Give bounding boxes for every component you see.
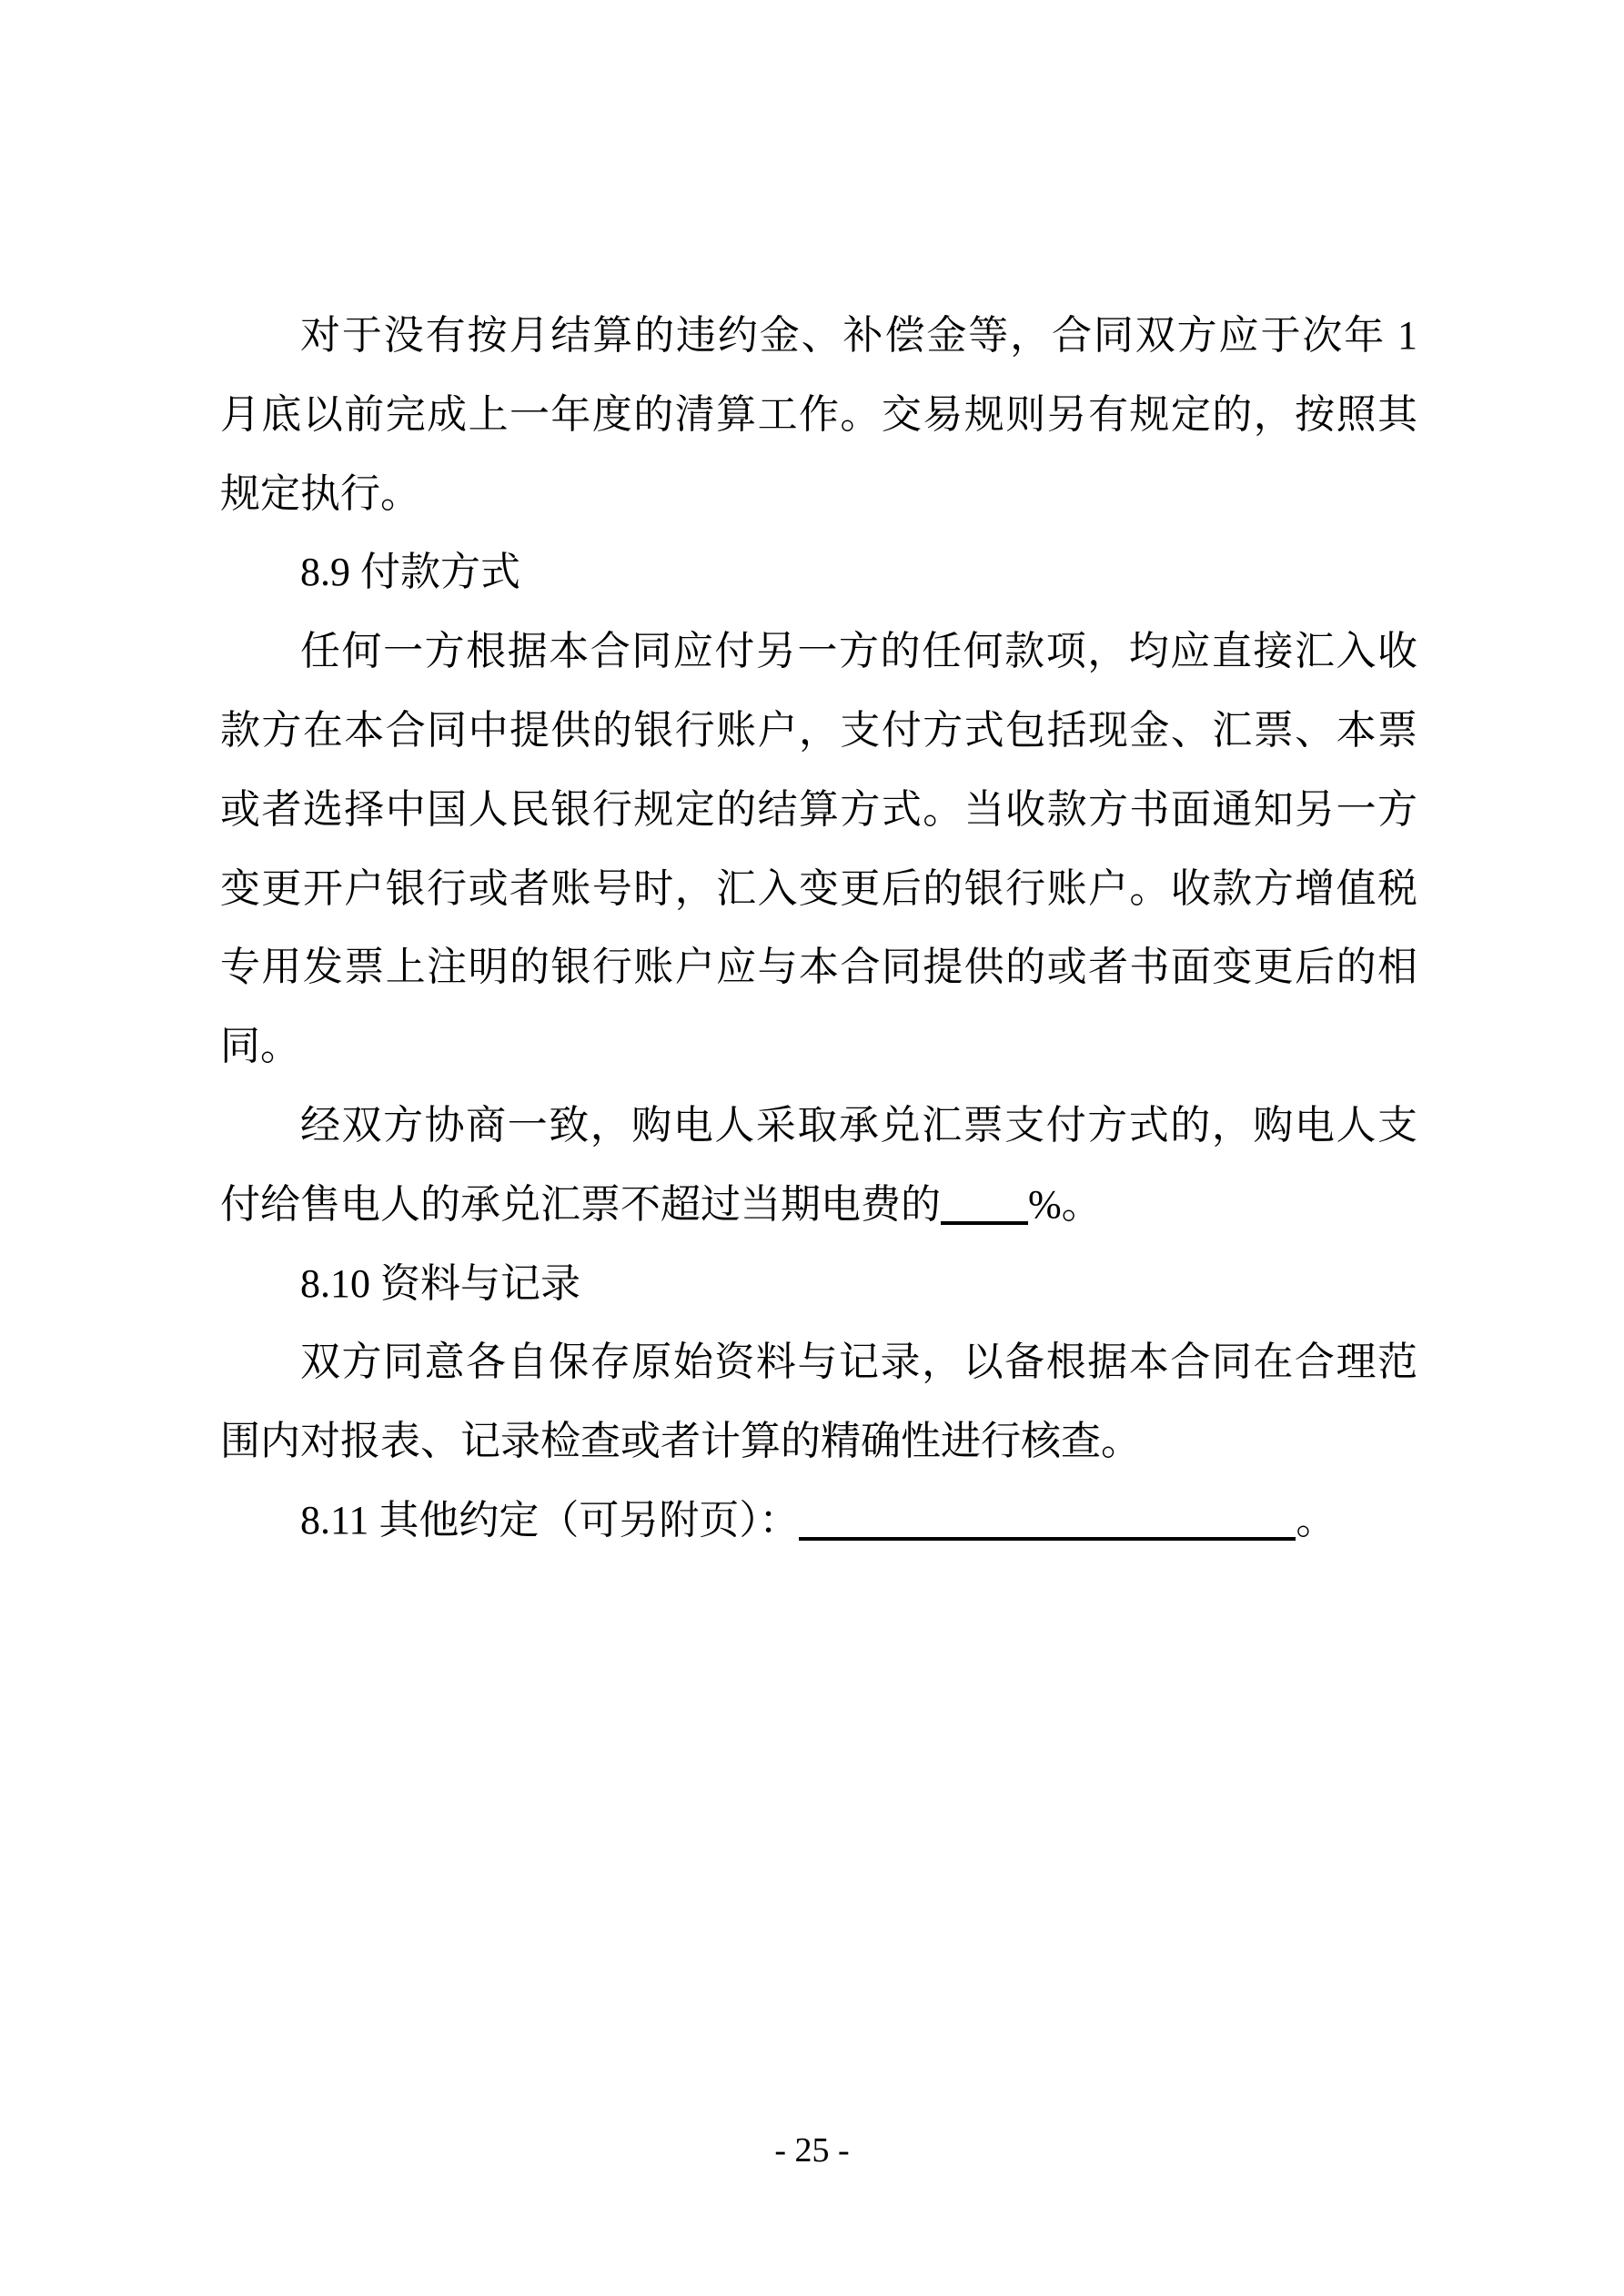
blank-line-prefix: 付给售电人的承兑汇票不超过当期电费的 [220,1181,941,1227]
paragraph-line: 任何一方根据本合同应付另一方的任何款项，均应直接汇入收 [300,629,1417,674]
blank-line-suffix: %。 [1028,1181,1102,1227]
paragraph-line: 变更开户银行或者账号时，汇入变更后的银行账户。收款方增值税 [220,865,1417,911]
blank-line-prefix: 8.11 其他约定（可另附页）： [300,1497,800,1542]
section-heading-8-10: 8.10 资料与记录 [300,1260,580,1306]
paragraph-line: 对于没有按月结算的违约金、补偿金等，合同双方应于次年 1 [300,313,1417,358]
paragraph-line: 规定执行。 [220,470,420,516]
paragraph-line: 同。 [220,1024,300,1069]
paragraph-line: 款方在本合同中提供的银行账户，支付方式包括现金、汇票、本票 [220,707,1417,753]
paragraph-line: 经双方协商一致，购电人采取承兑汇票支付方式的，购电人支 [300,1102,1417,1148]
fill-in-blank-percentage [941,1220,1028,1225]
section-heading-8-11 [220,1482,1417,1561]
paragraph-line: 围内对报表、记录检查或者计算的精确性进行核查。 [220,1419,1141,1464]
section-heading-8-9: 8.9 付款方式 [300,550,520,595]
paragraph-line: 月底以前完成上一年度的清算工作。交易规则另有规定的，按照其 [220,391,1417,437]
contract-text-block [220,297,1417,1561]
paragraph-line: 或者选择中国人民银行规定的结算方式。当收款方书面通知另一方 [220,786,1417,832]
blank-line-suffix: 。 [1296,1497,1337,1542]
paragraph-line: 专用发票上注明的银行账户应与本合同提供的或者书面变更后的相 [220,945,1417,990]
paragraph-line-with-blank [220,1166,1417,1245]
fill-in-blank-other-terms [799,1536,1296,1541]
paragraph-line: 双方同意各自保存原始资料与记录，以备根据本合同在合理范 [300,1340,1417,1385]
page-number: - 25 - [774,2131,850,2170]
